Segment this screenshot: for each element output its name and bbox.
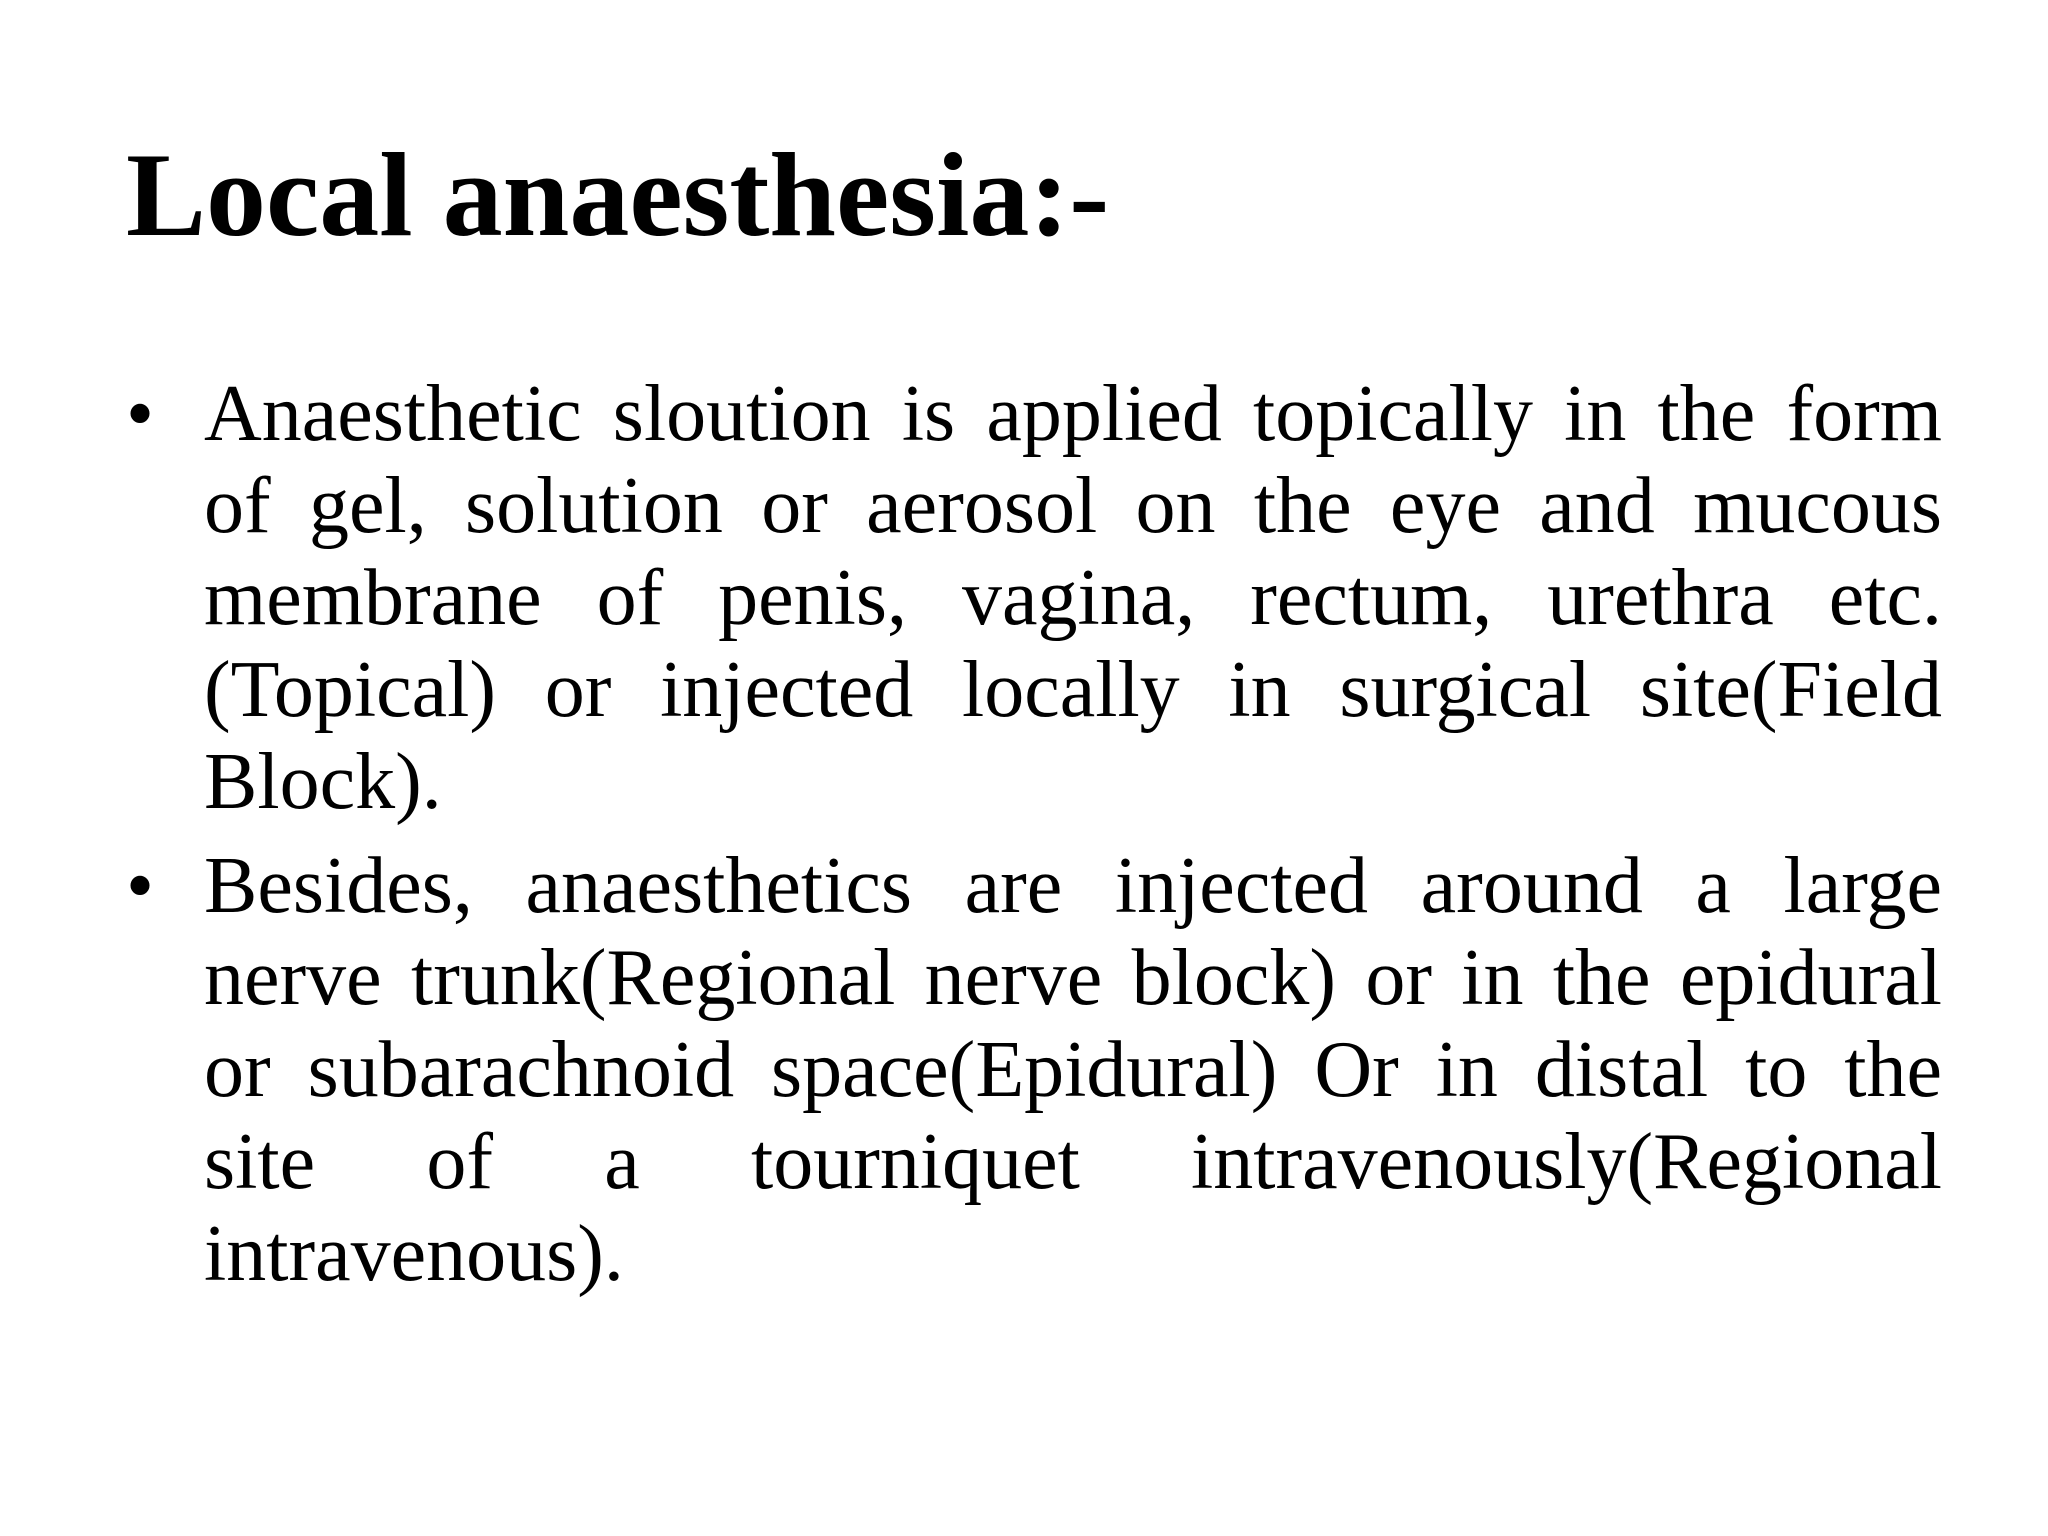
bullet-text: Anaesthetic sloution is applied topically in the form of gel, solution or aerosol on the eye and mucous membrane of penis, vagina, rectum, urethra etc.(Topical) or injected locally in surgical site(Field Block). [204, 370, 1942, 826]
bullet-item-regional [126, 840, 1942, 1300]
bullet-dot-icon: • [126, 370, 155, 458]
bullet-dot-icon: • [126, 842, 155, 930]
bullet-list [126, 368, 1942, 1312]
slide-title: Local anaesthesia:- [126, 128, 1110, 261]
bullet-text: Besides, anaesthetics are injected around a large nerve trunk(Regional nerve block) or in the epidural or subarachnoid space(Epidural) Or in distal to the site of a tourniquet intravenously(Regional intravenous). [204, 842, 1942, 1298]
bullet-item-topical [126, 368, 1942, 828]
